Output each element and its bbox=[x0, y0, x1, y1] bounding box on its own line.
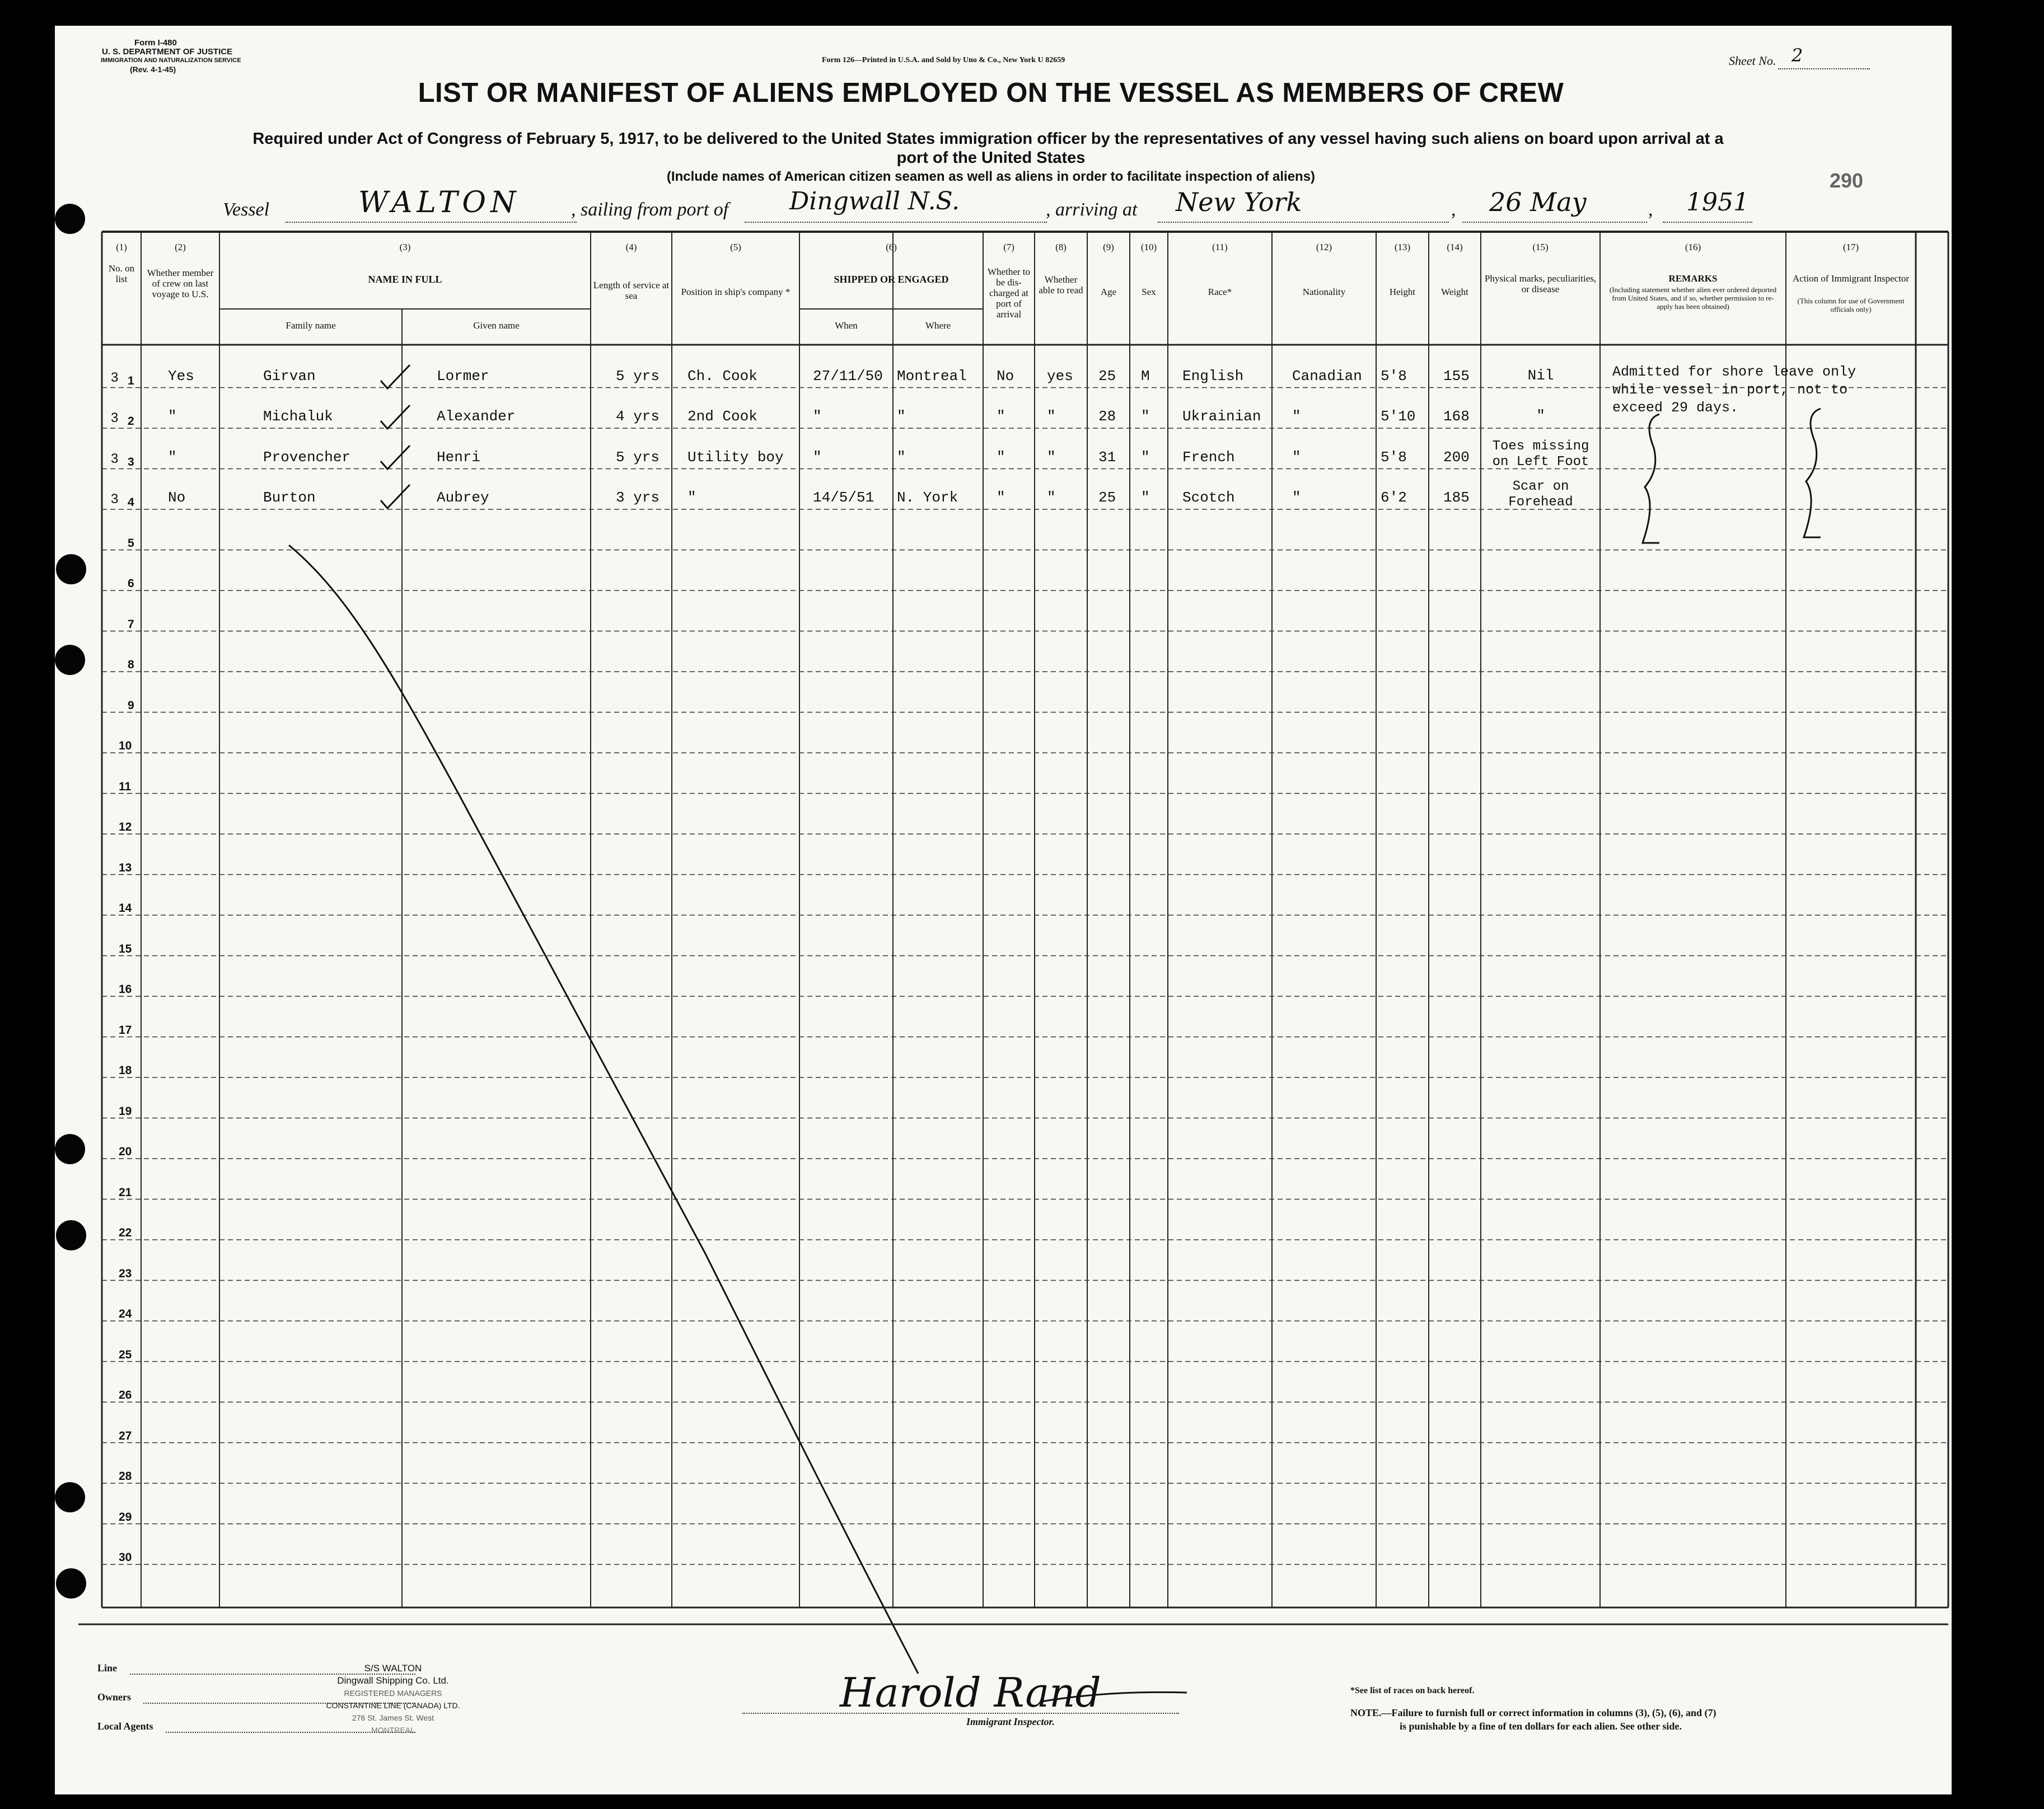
column-header: NAME IN FULL bbox=[368, 274, 442, 285]
crew-weight: 200 bbox=[1443, 448, 1470, 466]
column-number: (3) bbox=[399, 242, 411, 252]
vessel-name: WALTON bbox=[358, 186, 521, 219]
row-number: 4 bbox=[128, 496, 134, 509]
crew-can-read: yes bbox=[1047, 367, 1073, 385]
row-prefix: 3 bbox=[111, 491, 119, 507]
stamp-line-4: CONSTANTINE LINE (CANADA) LTD. bbox=[326, 1701, 460, 1710]
page-stamp: 290 bbox=[1830, 169, 1864, 192]
column-header: Nationality bbox=[1302, 287, 1346, 297]
column-number: (1) bbox=[116, 242, 127, 252]
column-number: (16) bbox=[1685, 242, 1701, 252]
column-number: (17) bbox=[1842, 242, 1859, 252]
local-agents-label: Local Agents bbox=[97, 1721, 153, 1732]
crew-discharge: No bbox=[997, 367, 1014, 385]
check-mark-icon bbox=[381, 405, 410, 429]
row-number: 25 bbox=[119, 1348, 132, 1361]
crew-given-name: Aubrey bbox=[437, 489, 489, 506]
row-number: 21 bbox=[119, 1185, 132, 1199]
column-number: (7) bbox=[1003, 242, 1014, 252]
crew-age: 25 bbox=[1098, 367, 1116, 385]
row-number: 18 bbox=[119, 1064, 132, 1077]
crew-can-read: " bbox=[1047, 448, 1056, 466]
row-number: 19 bbox=[119, 1104, 132, 1118]
races-note: *See list of races on back hereof. bbox=[1350, 1686, 1475, 1695]
sailing-label: , sailing from port of bbox=[571, 199, 729, 220]
crew-height: 5'8 bbox=[1381, 448, 1407, 466]
remarks-line-1: Admitted for shore leave only bbox=[1612, 364, 1856, 380]
row-number: 9 bbox=[128, 699, 134, 712]
column-header: Action of Immigrant Inspector bbox=[1792, 273, 1910, 284]
stamp-line-3: REGISTERED MANAGERS bbox=[344, 1689, 442, 1698]
row-number: 27 bbox=[119, 1429, 132, 1442]
crew-can-read: " bbox=[1047, 489, 1056, 506]
row-prefix: 3 bbox=[111, 369, 119, 385]
arriving-label: , arriving at bbox=[1046, 199, 1138, 220]
crew-nationality: " bbox=[1292, 489, 1301, 506]
crew-position: Utility boy bbox=[687, 448, 784, 466]
crew-weight: 155 bbox=[1443, 367, 1470, 385]
crew-position: 2nd Cook bbox=[687, 408, 757, 425]
crew-nationality: " bbox=[1292, 448, 1301, 466]
penalty-note-1: NOTE.—Failure to furnish full or correct information in columns (3), (5), (6), and (7) bbox=[1350, 1707, 1716, 1718]
subtitle-3: (Include names of American citizen seamen as well as aliens in order to facilitate inspection of aliens) bbox=[666, 169, 1316, 184]
form-title: LIST OR MANIFEST OF ALIENS EMPLOYED ON THE VESSEL AS MEMBERS OF CREW bbox=[418, 78, 1564, 108]
row-number: 20 bbox=[119, 1145, 132, 1158]
arrival-year: 1951 bbox=[1686, 188, 1749, 217]
crew-age: 25 bbox=[1098, 489, 1116, 506]
row-number: 3 bbox=[128, 455, 134, 468]
column-number: (11) bbox=[1212, 242, 1228, 252]
comma: , bbox=[1451, 199, 1456, 220]
agents-underline bbox=[166, 1732, 415, 1733]
column-number: (9) bbox=[1103, 242, 1114, 252]
penalty-note-2: is punishable by a fine of ten dollars for each alien. See other side. bbox=[1400, 1721, 1682, 1732]
crew-discharge: " bbox=[997, 448, 1005, 466]
stamp-line-1: S/S WALTON bbox=[364, 1663, 422, 1674]
check-mark-icon bbox=[381, 446, 410, 469]
crew-shipped-when: 27/11/50 bbox=[813, 367, 883, 385]
crew-physical-marks: " bbox=[1536, 407, 1545, 424]
column-number: (12) bbox=[1316, 242, 1332, 252]
crew-race: English bbox=[1182, 367, 1244, 385]
crew-shipped-where: " bbox=[897, 408, 906, 425]
remarks-note: (Including statement whether alien ever ordered deported from United States, and if so, whether permission to re-apply has been obtained) bbox=[1609, 285, 1777, 311]
row-number: 24 bbox=[119, 1307, 132, 1320]
row-number: 17 bbox=[119, 1023, 132, 1037]
remarks-line-2: while vessel in port, not to bbox=[1612, 382, 1848, 398]
crew-given-name: Alexander bbox=[437, 408, 516, 425]
column-number: (13) bbox=[1394, 242, 1411, 252]
stamp-line-5: 276 St. James St. West bbox=[352, 1713, 434, 1722]
inspector-note: (This column for use of Government officials only) bbox=[1797, 297, 1905, 313]
column-header: Whether to be dis- charged at port of arrival bbox=[988, 266, 1030, 320]
row-number: 11 bbox=[119, 780, 132, 793]
crew-physical-marks: Nil bbox=[1527, 367, 1554, 384]
crew-voyage: " bbox=[168, 448, 177, 466]
column-header: Race* bbox=[1208, 287, 1232, 297]
family-name-header: Family name bbox=[286, 320, 336, 331]
crew-weight: 168 bbox=[1443, 408, 1470, 425]
crew-height: 5'10 bbox=[1381, 408, 1416, 425]
row-number: 10 bbox=[119, 739, 132, 752]
row-number: 2 bbox=[128, 415, 134, 428]
stamp-line-2: Dingwall Shipping Co. Ltd. bbox=[337, 1675, 449, 1686]
arrival-port: New York bbox=[1176, 187, 1302, 217]
column-header: SHIPPED OR ENGAGED bbox=[834, 274, 949, 285]
crew-family-name: Michaluk bbox=[263, 408, 333, 425]
row-number: 14 bbox=[119, 902, 132, 915]
crew-race: French bbox=[1182, 448, 1235, 466]
crew-sex: " bbox=[1141, 489, 1150, 506]
vessel-label: Vessel bbox=[223, 199, 270, 220]
remarks-bracket bbox=[1643, 414, 1659, 543]
row-number: 29 bbox=[119, 1510, 132, 1524]
crew-discharge: " bbox=[997, 408, 1005, 425]
given-name-header: Given name bbox=[473, 320, 520, 331]
service: IMMIGRATION AND NATURALIZATION SERVICE bbox=[101, 57, 241, 64]
column-number: (5) bbox=[730, 242, 741, 252]
row-number: 15 bbox=[119, 942, 132, 955]
crew-voyage: " bbox=[168, 408, 177, 425]
printer-line: Form 126—Printed in U.S.A. and Sold by Uno & Co., New York U 82659 bbox=[822, 56, 1065, 64]
crew-given-name: Henri bbox=[437, 448, 481, 466]
column-header: Height bbox=[1389, 287, 1416, 297]
crew-physical-marks: Toes missing on Left Foot bbox=[1492, 438, 1589, 470]
line-label: Line bbox=[97, 1662, 118, 1674]
row-number: 23 bbox=[119, 1267, 132, 1280]
when-header: When bbox=[835, 320, 858, 331]
sheet-label: Sheet No. bbox=[1729, 54, 1776, 68]
crew-nationality: Canadian bbox=[1292, 367, 1362, 385]
column-number: (4) bbox=[625, 242, 637, 252]
owners-underline bbox=[143, 1703, 415, 1704]
crew-weight: 185 bbox=[1443, 489, 1470, 506]
crew-shipped-where: " bbox=[897, 448, 906, 466]
check-mark-icon bbox=[381, 365, 410, 388]
column-number: (8) bbox=[1055, 242, 1067, 252]
crew-shipped-when: " bbox=[813, 408, 822, 425]
crew-position: Ch. Cook bbox=[687, 367, 757, 385]
crew-nationality: " bbox=[1292, 408, 1301, 425]
crew-height: 6'2 bbox=[1381, 489, 1407, 506]
cancellation-stroke bbox=[289, 545, 918, 1674]
line-underline bbox=[130, 1674, 415, 1675]
crew-shipped-when: 14/5/51 bbox=[813, 489, 874, 506]
owners-label: Owners bbox=[97, 1691, 131, 1703]
crew-age: 31 bbox=[1098, 448, 1116, 466]
column-header: Whether able to read bbox=[1039, 274, 1083, 296]
crew-service: 5 yrs bbox=[616, 367, 660, 385]
row-prefix: 3 bbox=[111, 410, 119, 425]
column-header: REMARKS bbox=[1668, 273, 1718, 284]
remarks-line-3: exceed 29 days. bbox=[1612, 400, 1739, 416]
crew-service: 3 yrs bbox=[616, 489, 660, 506]
crew-race: Scotch bbox=[1182, 489, 1235, 506]
subtitle-2: port of the United States bbox=[896, 149, 1086, 167]
row-number: 16 bbox=[119, 983, 132, 996]
row-number: 1 bbox=[128, 374, 134, 387]
crew-voyage: Yes bbox=[168, 367, 194, 385]
revision: (Rev. 4-1-45) bbox=[130, 65, 176, 74]
row-number: 6 bbox=[128, 577, 134, 590]
row-number: 5 bbox=[128, 536, 134, 550]
crew-family-name: Girvan bbox=[263, 367, 316, 385]
crew-sex: " bbox=[1141, 408, 1150, 425]
crew-height: 5'8 bbox=[1381, 367, 1407, 385]
row-number: 22 bbox=[119, 1226, 132, 1239]
column-number: (2) bbox=[175, 242, 186, 252]
form-number: Form I-480 bbox=[134, 38, 177, 48]
crew-family-name: Burton bbox=[263, 489, 316, 506]
arrival-day: 26 May bbox=[1489, 187, 1587, 217]
inspector-signature: Harold Rand bbox=[840, 1669, 1101, 1716]
departure-port: Dingwall N.S. bbox=[789, 187, 960, 215]
column-header: Age bbox=[1100, 287, 1117, 297]
column-number: (15) bbox=[1532, 242, 1549, 252]
column-header: Physical marks, peculiarities, or disease bbox=[1484, 273, 1597, 294]
subtitle-1: Required under Act of Congress of February 5, 1917, to be delivered to the United States immigration officer by the representatives of any vessel having such aliens on board upon arrival at a bbox=[252, 130, 1724, 148]
crew-family-name: Provencher bbox=[263, 448, 351, 466]
crew-given-name: Lormer bbox=[437, 367, 489, 385]
crew-shipped-when: " bbox=[813, 448, 822, 466]
crew-service: 5 yrs bbox=[616, 448, 660, 466]
row-number: 26 bbox=[119, 1389, 132, 1402]
sheet-number: 2 bbox=[1792, 45, 1803, 66]
crew-service: 4 yrs bbox=[616, 408, 660, 425]
row-number: 13 bbox=[119, 861, 132, 874]
crew-sex: M bbox=[1141, 367, 1150, 385]
stamp-line-6: MONTREAL bbox=[371, 1726, 415, 1735]
crew-shipped-where: Montreal bbox=[897, 367, 967, 385]
column-number: (6) bbox=[886, 242, 897, 252]
crew-physical-marks: Scar on Forehead bbox=[1508, 479, 1573, 510]
crew-can-read: " bbox=[1047, 408, 1056, 425]
column-number: (14) bbox=[1447, 242, 1463, 252]
row-number: 28 bbox=[119, 1470, 132, 1483]
inspector-label: Immigrant Inspector. bbox=[966, 1716, 1055, 1727]
crew-voyage: No bbox=[168, 489, 186, 506]
column-header: No. on list bbox=[108, 263, 135, 284]
row-number: 30 bbox=[119, 1551, 132, 1564]
column-header: Length of service at sea bbox=[593, 280, 670, 301]
crew-age: 28 bbox=[1098, 408, 1116, 425]
department: U. S. DEPARTMENT OF JUSTICE bbox=[102, 47, 233, 57]
row-number: 7 bbox=[128, 617, 134, 631]
where-header: Where bbox=[925, 320, 951, 331]
row-number: 12 bbox=[119, 821, 132, 833]
column-header: Position in ship's company * bbox=[681, 287, 791, 297]
row-prefix: 3 bbox=[111, 451, 119, 466]
crew-discharge: " bbox=[997, 489, 1005, 506]
column-header: Whether member of crew on last voyage to U.S. bbox=[147, 268, 214, 299]
row-number: 8 bbox=[128, 658, 134, 671]
comma-2: , bbox=[1648, 199, 1653, 220]
column-header: Weight bbox=[1441, 287, 1468, 297]
signature-underline bbox=[742, 1713, 1179, 1714]
crew-position: " bbox=[687, 489, 696, 506]
crew-shipped-where: N. York bbox=[897, 489, 958, 506]
column-number: (10) bbox=[1140, 242, 1157, 252]
crew-race: Ukrainian bbox=[1182, 408, 1261, 425]
crew-sex: " bbox=[1141, 448, 1150, 466]
column-header: Sex bbox=[1142, 287, 1156, 297]
check-mark-icon bbox=[381, 485, 410, 508]
